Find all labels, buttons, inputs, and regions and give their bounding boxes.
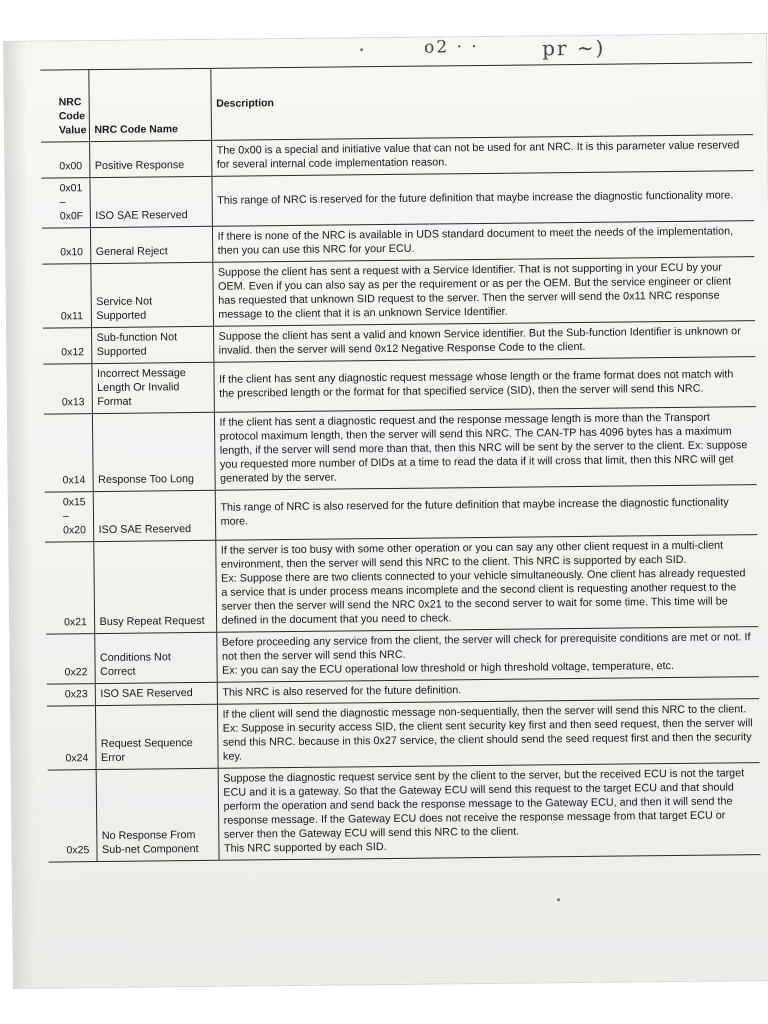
nrc-code: 0x24	[47, 706, 96, 770]
nrc-code: 0x00	[41, 142, 89, 179]
handwritten-mark: pr ~)	[541, 35, 606, 61]
nrc-code: 0x14	[44, 414, 93, 492]
nrc-code: 0x15 – 0x20	[45, 492, 94, 542]
nrc-code: 0x23	[47, 684, 95, 707]
table-row	[47, 699, 760, 770]
nrc-table	[40, 62, 760, 862]
nrc-name: Conditions Not Correct	[94, 632, 217, 683]
nrc-description: If the client has sent any diagnostic request message whose length or the frame format does not match with the prescribed length or the format for that specified service (SID), then the server will send this NRC.	[213, 357, 755, 413]
nrc-description: The 0x00 is a special and initiative value that can not be used for ant NRC. It is this parameter value reserved for several internal code implementation reason.	[211, 135, 753, 177]
table-row	[42, 257, 755, 328]
table-row	[45, 485, 757, 542]
nrc-code: 0x22	[46, 634, 95, 684]
nrc-description: This NRC is also reserved for the future definition.	[217, 677, 759, 705]
nrc-description: If the client will send the diagnostic message non-sequentially, then the server will send this NRC to the client. Ex: Suppose in security access SID, the client sent security key first and then seed request, then the server will send this NRC. because in this 0x27 service, the client should send the seed request first and then the security key.	[217, 699, 760, 769]
nrc-name: Response Too Long	[92, 412, 215, 491]
nrc-name: Busy Repeat Request	[93, 540, 216, 633]
nrc-name: ISO SAE Reserved	[89, 176, 212, 227]
nrc-name: No Response From Sub-net Component	[96, 768, 219, 861]
nrc-name: ISO SAE Reserved	[93, 490, 216, 541]
nrc-code: 0x11	[42, 264, 91, 328]
nrc-code: 0x01 – 0x0F	[41, 178, 90, 228]
table-row	[48, 763, 761, 862]
nrc-name: Request Sequence Error	[95, 704, 218, 769]
nrc-name: Sub-function Not Supported	[91, 326, 213, 363]
table-row	[46, 627, 758, 684]
table-row	[41, 171, 753, 228]
nrc-description: If the client has sent a diagnostic request and the response message length is more than the Transport protocol maximum length, then the server will send this NRC. The CAN-TP has 4096 bytes has a maximum length, if the server will send more than that, then this NRC will be sent by the server to the client. Ex: suppose you requested more number of DIDs at a time to read the data if it will cross that limit, then this NRC will get generated by the server.	[214, 407, 757, 491]
nrc-code: 0x12	[43, 328, 91, 365]
table-row	[43, 357, 755, 414]
nrc-description: This range of NRC is reserved for the future definition that maybe increase the diagnostic functionality more.	[211, 171, 753, 227]
nrc-code: 0x13	[43, 364, 92, 414]
nrc-description: If there is none of the NRC is available in UDS standard document to meet the needs of the implementation, then you can use this NRC for your ECU.	[212, 221, 754, 263]
nrc-code: 0x21	[45, 542, 94, 634]
nrc-name: ISO SAE Reserved	[95, 682, 217, 705]
table-row	[44, 407, 757, 492]
nrc-code: 0x25	[48, 770, 97, 862]
nrc-description: Before proceeding any service from the client, the server will check for prerequisite conditions are met or not. If not then the server will send this NRC. Ex: you can say the ECU operational low threshold or high threshold voltage, temperature, etc.	[216, 627, 758, 683]
nrc-description: Suppose the diagnostic request service sent by the client to the server, but the received ECU is not the target ECU and it is a gateway. So that the Gateway ECU will send this request to the target ECU and that should perform the operation and send back the response message to the Gateway ECU, and then it will send the response message. If the Gateway ECU does not receive the response message from that target ECU or server then the Gateway ECU will send this NRC to the client. This NRC supported by each SID.	[218, 763, 761, 861]
nrc-description: This range of NRC is also reserved for the future definition that maybe increase the diagnostic functionality more.	[215, 485, 757, 541]
nrc-description: Suppose the client has sent a valid and known Service identifier. But the Sub-function Identifier is unknown or invalid. then the server will send 0x12 Negative Response Code to the client.	[213, 321, 755, 363]
nrc-description: Suppose the client has sent a request with a Service Identifier. That is not supporting in your ECU by your OEM. Even if you can also say as per the requirement or as per the OEM. But the service engineer or client has requested that unknown SID request to the server. Then the server will send the 0x11 NRC response message to the client that it is an unknown Service Identifier.	[212, 257, 755, 327]
handwritten-mark: o2 · ·	[423, 37, 479, 58]
header-description: Description	[210, 63, 753, 141]
table-row	[45, 535, 758, 634]
nrc-name: Incorrect Message Length Or Invalid Format	[91, 362, 214, 413]
paper-speck	[360, 48, 363, 51]
nrc-name: Positive Response	[89, 140, 211, 177]
paper-speck	[557, 898, 560, 901]
header-code: NRC Code Value	[40, 70, 89, 142]
nrc-description: If the server is too busy with some other operation or you can say any other client request in a multi-client environment, then the server will send this NRC to the client. This NRC is supported by each SID. Ex: Suppose there are two clients connected to your vehicle simultaneously. One client has already requested a service that is under process means incomplete and the second client is requesting another request to the server then the server will send the NRC 0x21 to the second server to wait for some time. This time will be defined in the document that you need to check.	[215, 535, 758, 633]
nrc-name: General Reject	[90, 226, 212, 263]
table-header-row	[40, 63, 753, 142]
header-name: NRC Code Name	[88, 68, 211, 141]
scanned-page	[4, 34, 768, 988]
nrc-name: Service Not Supported	[90, 262, 213, 327]
nrc-code: 0x10	[42, 228, 90, 265]
